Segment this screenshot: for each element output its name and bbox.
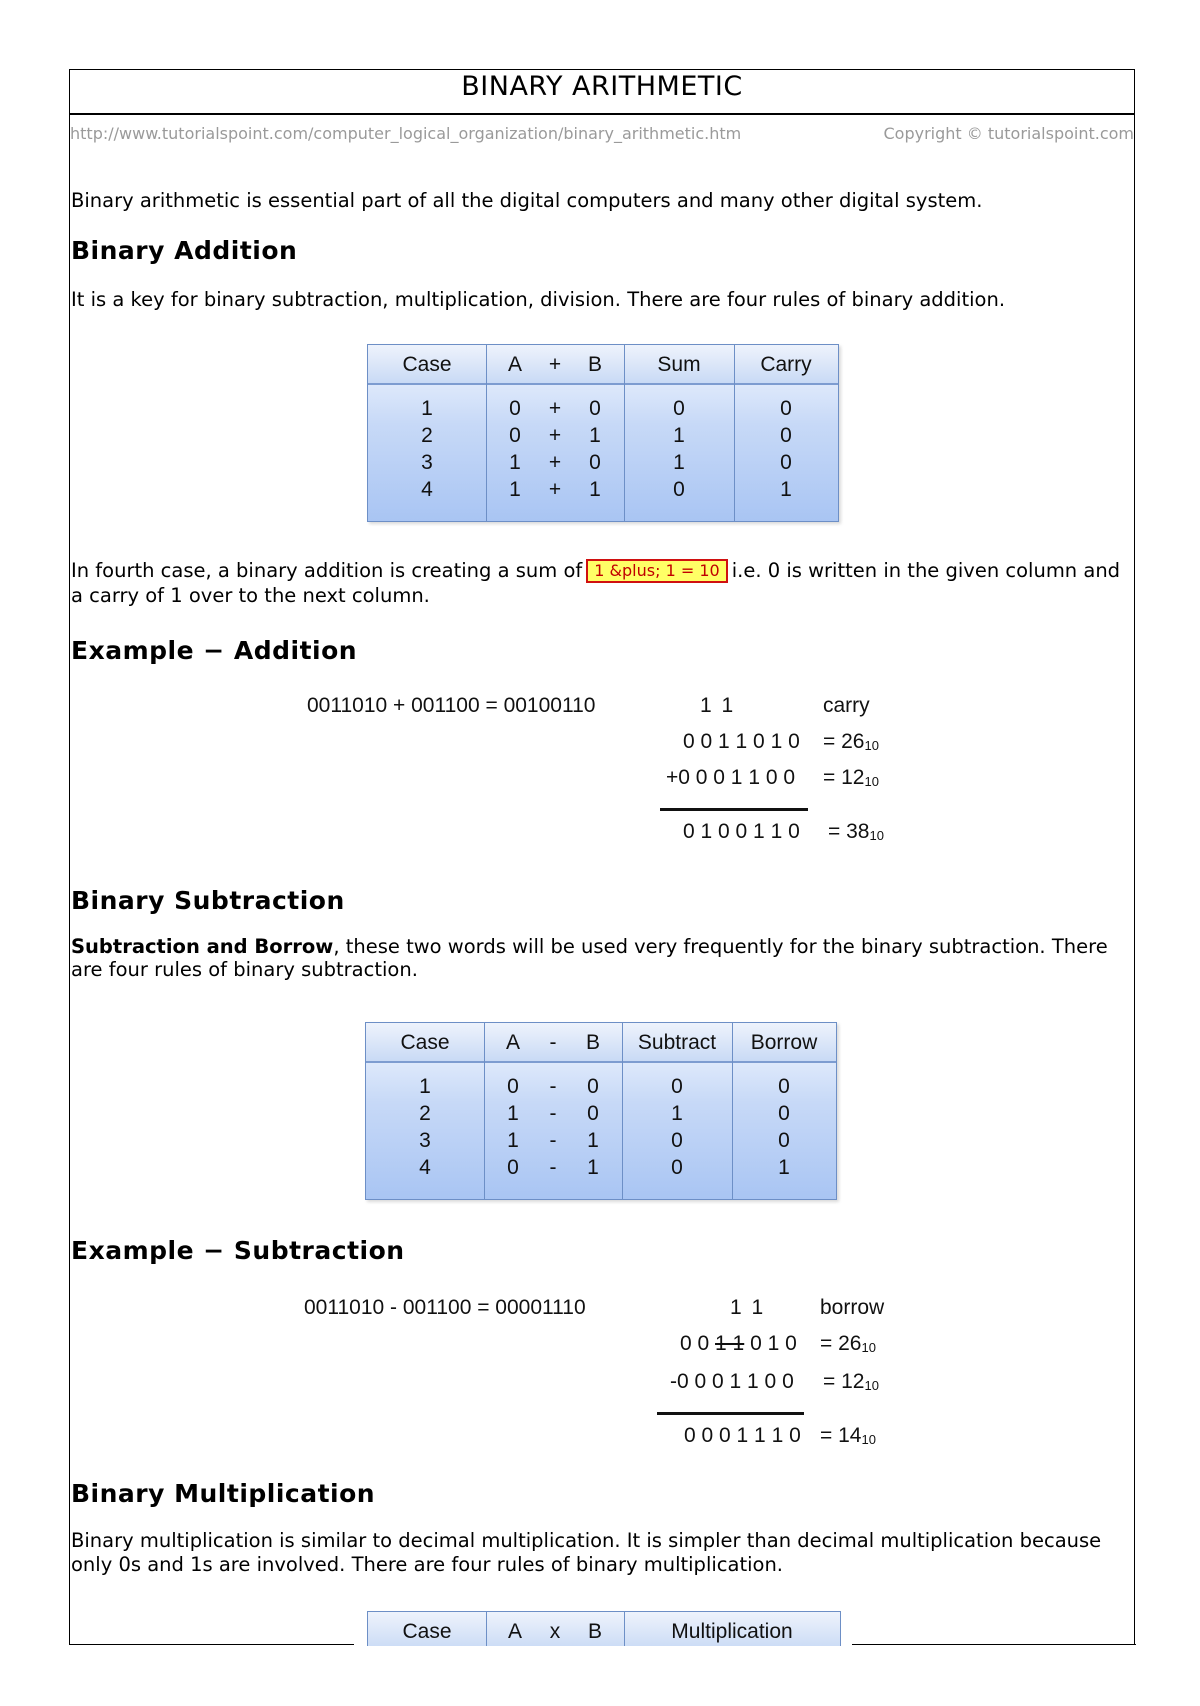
header-a: A — [507, 353, 522, 376]
header-borrow: Borrow — [750, 1031, 818, 1054]
cell-operator: + — [548, 478, 562, 501]
cell-b: 0 — [587, 1075, 599, 1098]
cell-col6: 0 — [780, 451, 792, 474]
cell-a: 1 — [509, 478, 521, 501]
note-text-after: i.e. 0 is written in the given column and a carry of 1 over to the next column. — [71, 559, 1121, 607]
cell-col5: 0 — [671, 1156, 683, 1179]
cell-a: 0 — [507, 1156, 519, 1179]
note-text-before: In fourth case, a binary addition is creating a sum of — [71, 559, 583, 582]
frame-bottom-right — [852, 1644, 1136, 1645]
cell-a: 0 — [507, 1075, 519, 1098]
subtraction-rules-table — [365, 1022, 837, 1200]
cell-operator: - — [549, 1156, 557, 1179]
cell-col5: 0 — [673, 478, 685, 501]
cell-b: 0 — [589, 451, 601, 474]
header-operator: + — [548, 353, 562, 376]
multiplication-heading: Binary Multiplication — [71, 1479, 376, 1508]
cell-operator: + — [548, 397, 562, 420]
subtraction-operand-1: 0 0 1 1 0 1 0 — [680, 1332, 797, 1355]
header-b: B — [585, 1031, 600, 1054]
cell-a: 1 — [507, 1102, 519, 1125]
borrow-label: borrow — [820, 1296, 885, 1319]
header-multiplication: Multiplication — [671, 1620, 793, 1643]
subtraction-operand-2-value: = $12_{10}$ — [823, 1370, 879, 1393]
subtraction-example-heading: Example − Subtraction — [71, 1236, 405, 1265]
header-operator: x — [549, 1620, 561, 1643]
cell-b: 1 — [589, 478, 601, 501]
cell-b: 1 — [589, 424, 601, 447]
subtraction-operand-1-value: = $26_{10}$ — [820, 1332, 876, 1355]
addition-operand-1-value: = $26_{10}$ — [823, 730, 879, 753]
cell-operator: - — [549, 1102, 557, 1125]
subtraction-text: , these two words will be used very frequently for the binary subtraction. There are four rules of binary subtraction. — [71, 935, 1108, 981]
frame-bottom-left — [69, 1644, 354, 1645]
subtraction-result: 0 0 0 1 1 1 0 — [684, 1424, 801, 1447]
cell-col6: 0 — [780, 397, 792, 420]
cell-col6: 0 — [778, 1102, 790, 1125]
cell-operator: - — [549, 1129, 557, 1152]
addition-example-heading: Example − Addition — [71, 636, 358, 665]
cell-operator: - — [549, 1075, 557, 1098]
cell-case: 3 — [419, 1129, 431, 1152]
cell-case: 4 — [419, 1156, 431, 1179]
subtraction-equation: 0011010 - 001100 = 00001110 — [304, 1296, 586, 1319]
addition-rules-table — [367, 344, 839, 522]
subtraction-result-line — [657, 1412, 804, 1415]
cell-col5: 1 — [671, 1102, 683, 1125]
cell-a: 1 — [507, 1129, 519, 1152]
addition-result: 0 1 0 0 1 1 0 — [683, 820, 800, 843]
cell-case: 1 — [421, 397, 433, 420]
copyright-notice: Copyright © tutorialspoint.com — [883, 124, 1134, 143]
cell-a: 1 — [509, 451, 521, 474]
cell-col5: 1 — [673, 424, 685, 447]
addition-paragraph: It is a key for binary subtraction, multiplication, division. There are four rules of binary addition. — [71, 288, 1006, 311]
source-url-link[interactable]: http://www.tutorialspoint.com/computer_logical_organization/binary_arithmetic.htm — [70, 124, 742, 143]
addition-operand-2-value: = $12_{10}$ — [823, 766, 879, 789]
cell-b: 1 — [587, 1129, 599, 1152]
header-sum: Sum — [657, 353, 701, 376]
cell-col5: 0 — [671, 1075, 683, 1098]
cell-operator: + — [548, 451, 562, 474]
addition-heading: Binary Addition — [71, 236, 298, 265]
cell-b: 0 — [587, 1102, 599, 1125]
cell-case: 2 — [421, 424, 433, 447]
cell-col6: 1 — [778, 1156, 790, 1179]
cell-a: 0 — [509, 397, 521, 420]
borrow-digits: 1 1 — [730, 1296, 766, 1319]
title-divider — [69, 113, 1135, 115]
subtraction-operand-2: -0 0 0 1 1 0 0 — [670, 1370, 794, 1393]
subtraction-heading: Binary Subtraction — [71, 886, 345, 915]
cell-case: 4 — [421, 478, 433, 501]
header-case: Case — [400, 1031, 450, 1054]
header-b: B — [587, 353, 602, 376]
subtraction-bold-term: Subtraction and Borrow — [71, 935, 334, 958]
cell-case: 3 — [421, 451, 433, 474]
header-carry: Carry — [760, 353, 812, 376]
cell-col5: 0 — [673, 397, 685, 420]
addition-note — [71, 558, 1133, 608]
addition-operand-1: 0 0 1 1 0 1 0 — [683, 730, 800, 753]
struck-digits: 1 1 — [715, 1332, 745, 1355]
multiplication-paragraph: Binary multiplication is similar to decimal multiplication. It is simpler than decimal multiplication because only 0s and 1s are involved. There are four rules of binary multiplication. — [71, 1529, 1102, 1576]
cell-col6: 0 — [778, 1129, 790, 1152]
subtraction-paragraph — [71, 935, 1133, 981]
subtraction-result-value: = $14_{10}$ — [820, 1424, 876, 1447]
header-case: Case — [402, 353, 452, 376]
header-operator: - — [549, 1031, 557, 1054]
cell-col5: 0 — [671, 1129, 683, 1152]
addition-operand-2: +0 0 0 1 1 0 0 — [666, 766, 796, 789]
intro-paragraph: Binary arithmetic is essential part of all the digital computers and many other digital system. — [71, 189, 983, 212]
header-case: Case — [402, 1620, 452, 1643]
addition-result-value: = $38_{10}$ — [828, 820, 884, 843]
carry-label: carry — [823, 694, 870, 717]
header-b: B — [587, 1620, 602, 1643]
carry-digits: 1 1 — [700, 694, 736, 717]
page-cutoff-mask — [355, 1646, 855, 1706]
cell-b: 0 — [589, 397, 601, 420]
header-a: A — [507, 1620, 522, 1643]
cell-col5: 1 — [673, 451, 685, 474]
cell-b: 1 — [587, 1156, 599, 1179]
cell-col6: 0 — [780, 424, 792, 447]
header-a: A — [505, 1031, 520, 1054]
cell-operator: + — [548, 424, 562, 447]
cell-col6: 1 — [780, 478, 792, 501]
cell-a: 0 — [509, 424, 521, 447]
cell-col6: 0 — [778, 1075, 790, 1098]
highlighted-formula: 1 &plus; 1 = 10 — [586, 559, 727, 583]
header-subtract: Subtract — [637, 1031, 717, 1054]
page-title: BINARY ARITHMETIC — [461, 71, 743, 102]
addition-equation: 0011010 + 001100 = 00100110 — [307, 694, 596, 717]
cell-case: 2 — [419, 1102, 431, 1125]
cell-case: 1 — [419, 1075, 431, 1098]
addition-sum-line — [660, 808, 808, 811]
